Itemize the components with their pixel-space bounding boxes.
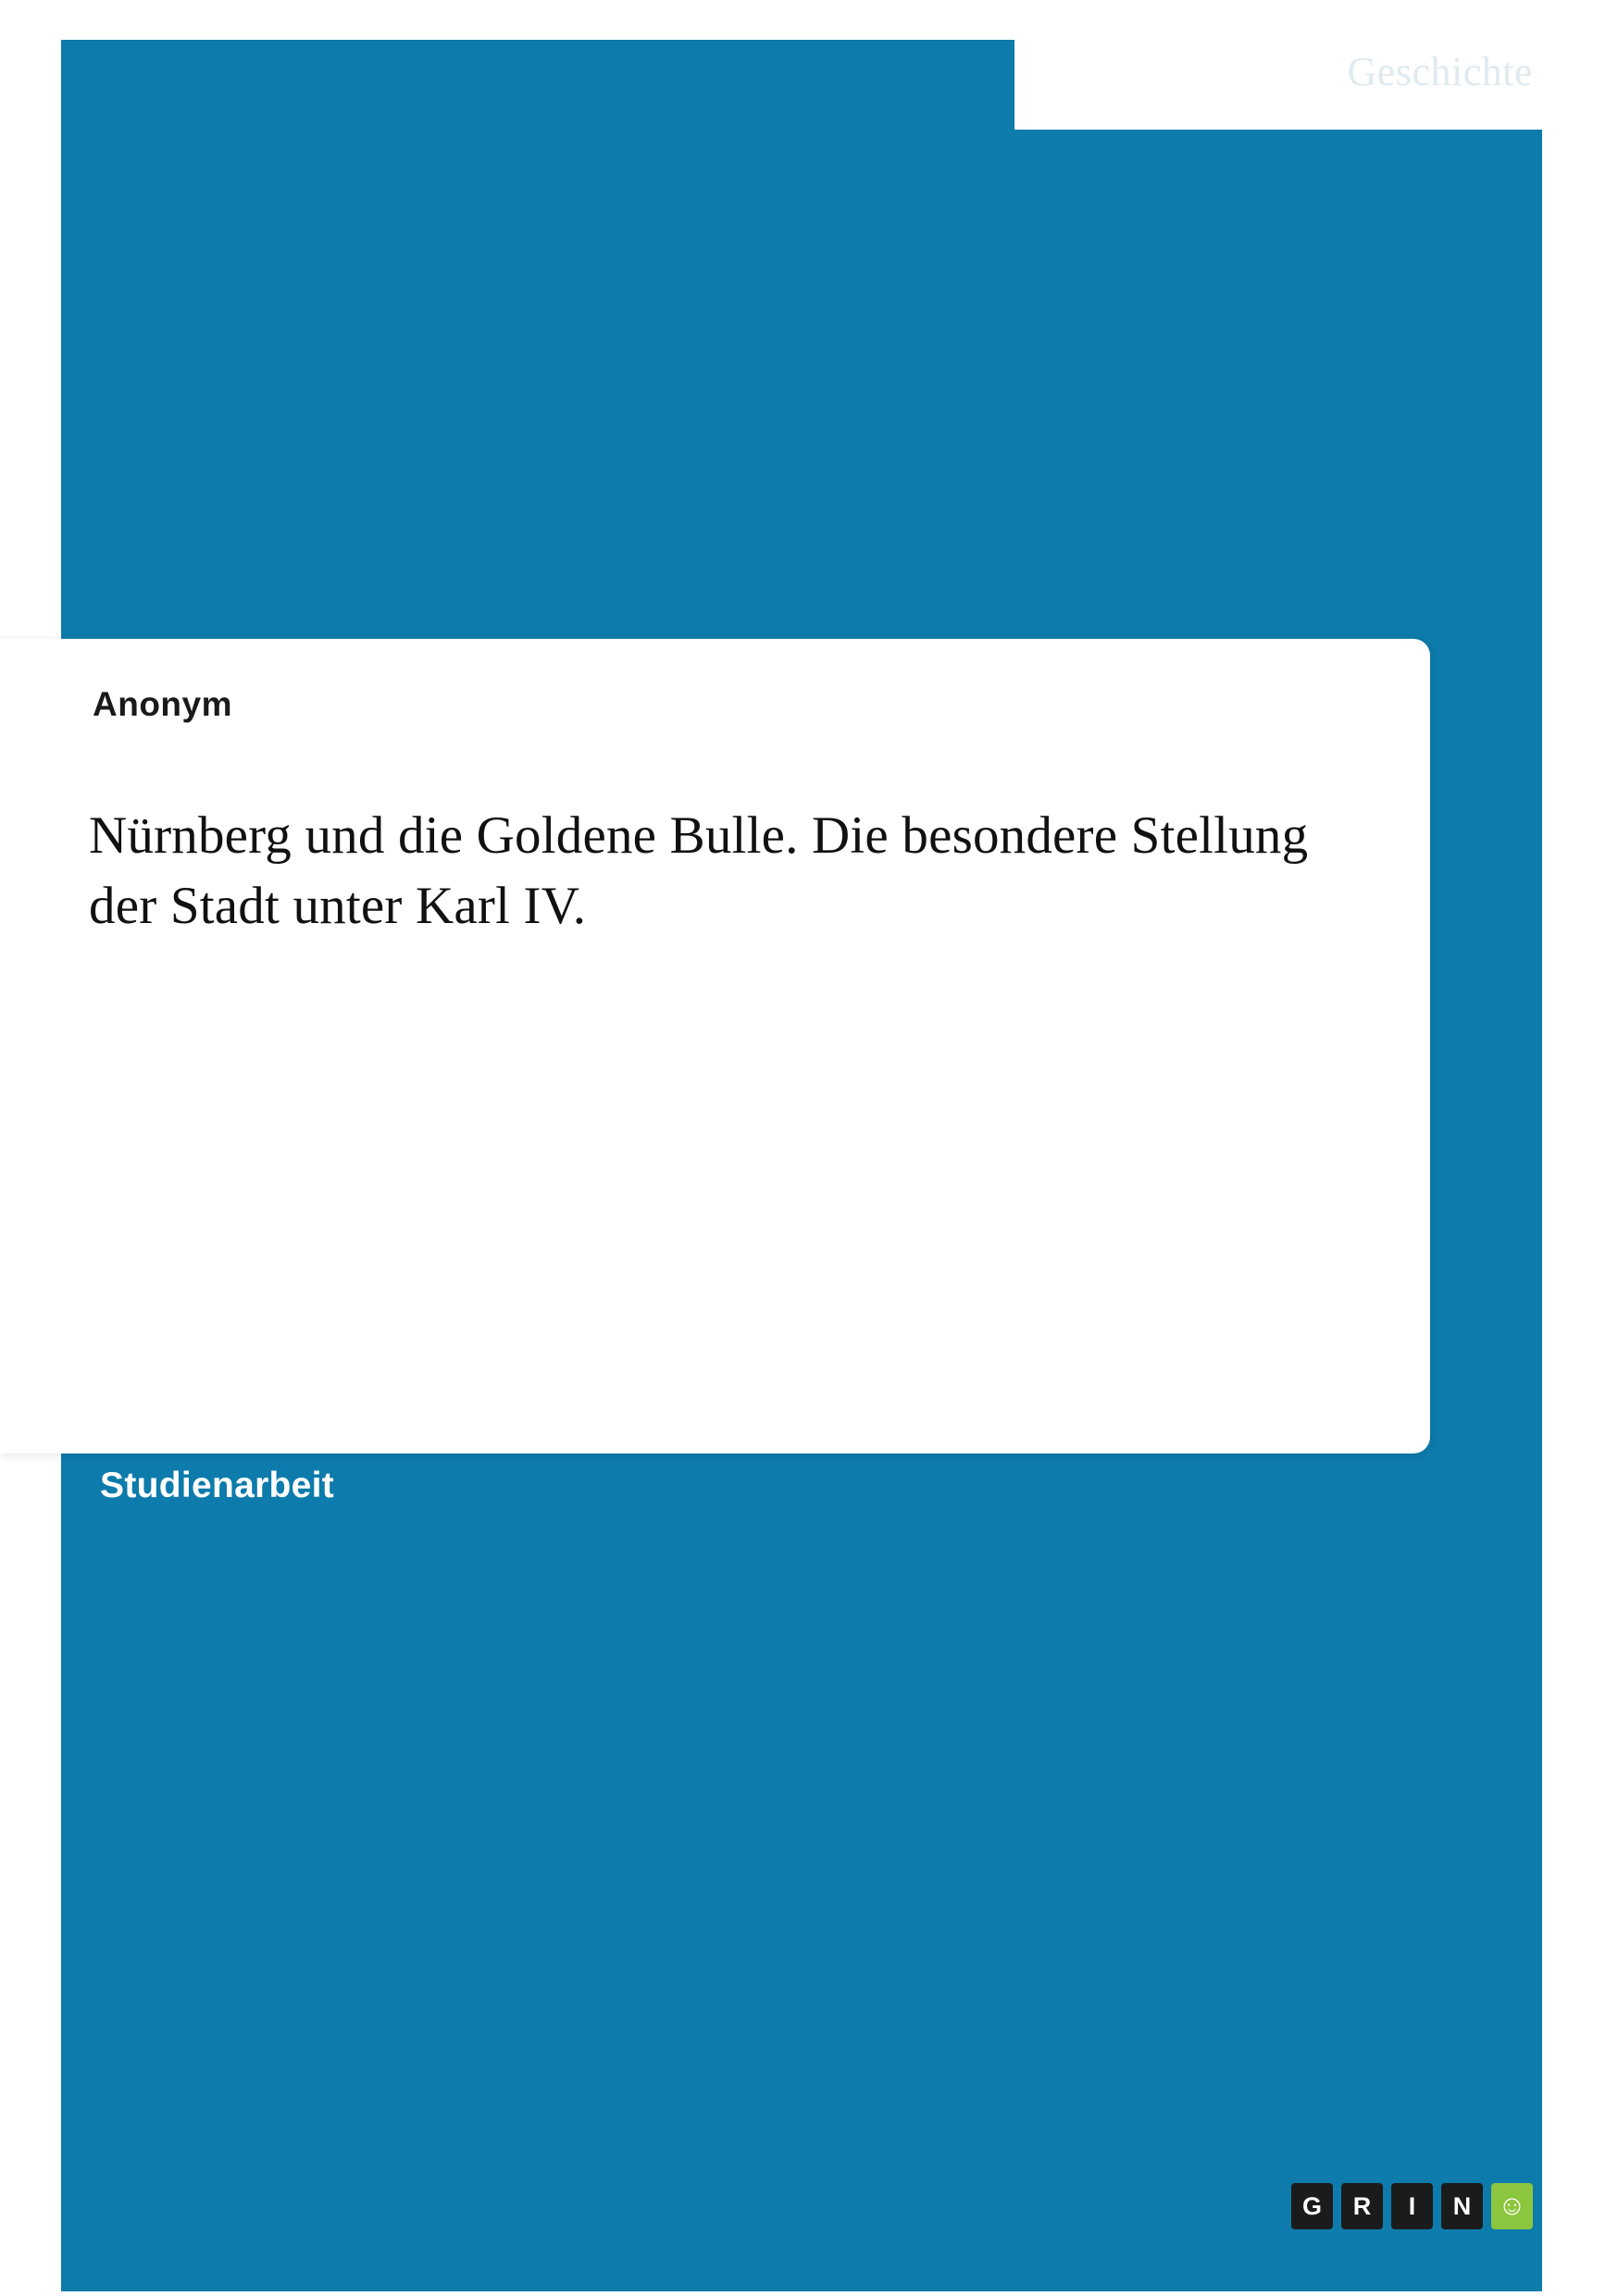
author-name: Anonym <box>93 685 232 723</box>
document-type-label: Studienarbeit <box>100 1466 335 1505</box>
logo-letter-i: I <box>1391 2183 1433 2229</box>
grin-logo <box>1291 2183 1533 2229</box>
logo-letter-g: G <box>1291 2183 1333 2229</box>
page-title: Nürnberg und die Goldene Bulle. Die besondere Stellung der Stadt unter Karl IV. <box>89 806 1309 935</box>
logo-letter-r: R <box>1341 2183 1383 2229</box>
smiley-icon: ☺ <box>1491 2183 1533 2229</box>
logo-letter-n: N <box>1441 2183 1483 2229</box>
cover-background-tab <box>61 40 1014 142</box>
title-card <box>0 639 1430 1454</box>
category-label: Geschichte <box>1347 49 1533 94</box>
